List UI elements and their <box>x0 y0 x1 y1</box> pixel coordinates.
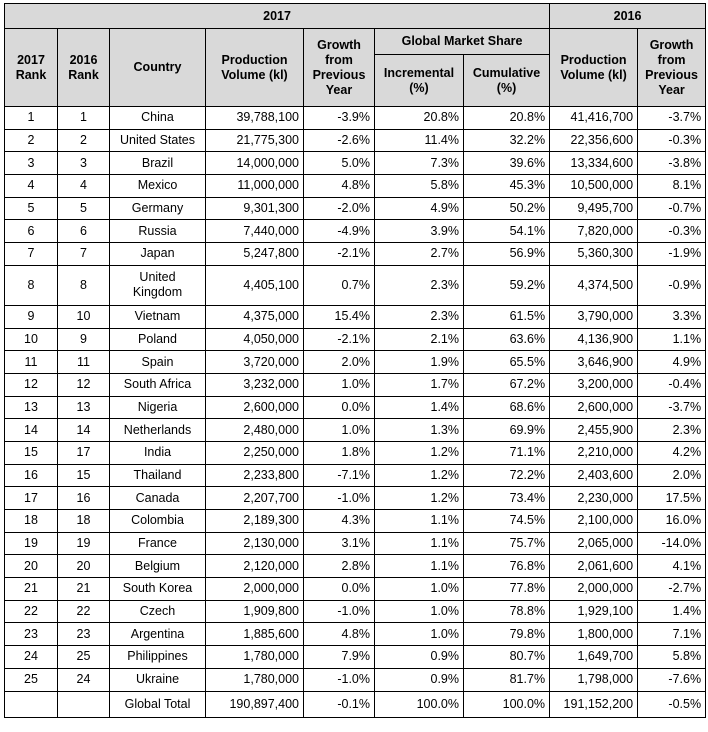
cell-production-2016: 22,356,600 <box>550 129 638 152</box>
cell-cumulative: 75.7% <box>464 532 550 555</box>
cell-cumulative: 78.8% <box>464 600 550 623</box>
cell-production-2017: 1,885,600 <box>206 623 304 646</box>
cell-incremental: 1.1% <box>375 510 464 533</box>
cell-incremental: 1.1% <box>375 555 464 578</box>
cell-country: Thailand <box>110 464 206 487</box>
cell-production-2017: 1,780,000 <box>206 646 304 669</box>
table-row <box>5 175 706 198</box>
total-label: Global Total <box>110 691 206 717</box>
table-row <box>5 441 706 464</box>
cell-growth-2017: -2.6% <box>304 129 375 152</box>
cell-country: Germany <box>110 197 206 220</box>
cell-rank-2017: 9 <box>5 305 58 328</box>
cell-growth-2017: -1.0% <box>304 668 375 691</box>
cell-growth-2017: 0.7% <box>304 265 375 305</box>
cell-growth-2017: -7.1% <box>304 464 375 487</box>
cell-production-2017: 4,050,000 <box>206 328 304 351</box>
cell-cumulative: 73.4% <box>464 487 550 510</box>
cell-rank-2017: 10 <box>5 328 58 351</box>
cell-growth-2017: 0.0% <box>304 578 375 601</box>
cell-rank-2016: 4 <box>58 175 110 198</box>
cell-growth-2016: -0.3% <box>638 129 706 152</box>
cell-cumulative: 54.1% <box>464 220 550 243</box>
cell-rank-2017: 12 <box>5 373 58 396</box>
header-incremental: Incremental (%) <box>375 55 464 107</box>
cell-cumulative: 80.7% <box>464 646 550 669</box>
table-row <box>5 600 706 623</box>
cell-production-2016: 9,495,700 <box>550 197 638 220</box>
cell-rank-2016: 25 <box>58 646 110 669</box>
cell-production-2017: 4,375,000 <box>206 305 304 328</box>
cell-country: Vietnam <box>110 305 206 328</box>
cell-production-2017: 2,120,000 <box>206 555 304 578</box>
cell-production-2016: 41,416,700 <box>550 107 638 130</box>
table-body <box>5 107 706 692</box>
cell-country: Mexico <box>110 175 206 198</box>
cell-rank-2016: 7 <box>58 243 110 266</box>
header-production-2016: Production Volume (kl) <box>550 29 638 107</box>
cell-cumulative: 71.1% <box>464 441 550 464</box>
cell-production-2017: 4,405,100 <box>206 265 304 305</box>
cell-incremental: 1.0% <box>375 623 464 646</box>
cell-growth-2017: -2.1% <box>304 243 375 266</box>
cell-rank-2017: 5 <box>5 197 58 220</box>
cell-rank-2017: 15 <box>5 441 58 464</box>
cell-rank-2016: 1 <box>58 107 110 130</box>
table-row <box>5 152 706 175</box>
cell-country: South Korea <box>110 578 206 601</box>
cell-production-2016: 2,455,900 <box>550 419 638 442</box>
cell-incremental: 0.9% <box>375 668 464 691</box>
cell-country: Ukraine <box>110 668 206 691</box>
cell-rank-2017: 24 <box>5 646 58 669</box>
cell-production-2017: 21,775,300 <box>206 129 304 152</box>
cell-growth-2017: 1.8% <box>304 441 375 464</box>
cell-incremental: 3.9% <box>375 220 464 243</box>
cell-growth-2016: -7.6% <box>638 668 706 691</box>
cell-rank-2016: 18 <box>58 510 110 533</box>
cell-rank-2016: 23 <box>58 623 110 646</box>
cell-rank-2016: 11 <box>58 351 110 374</box>
cell-rank-2017: 20 <box>5 555 58 578</box>
cell-incremental: 0.9% <box>375 646 464 669</box>
cell-incremental: 1.9% <box>375 351 464 374</box>
cell-growth-2016: 17.5% <box>638 487 706 510</box>
cell-incremental: 11.4% <box>375 129 464 152</box>
cell-country: France <box>110 532 206 555</box>
cell-growth-2017: 4.8% <box>304 623 375 646</box>
cell-production-2017: 2,130,000 <box>206 532 304 555</box>
header-growth-2016: Growth from Previous Year <box>638 29 706 107</box>
cell-production-2016: 2,100,000 <box>550 510 638 533</box>
cell-growth-2016: -0.9% <box>638 265 706 305</box>
total-production-2017: 190,897,400 <box>206 691 304 717</box>
cell-rank-2016: 10 <box>58 305 110 328</box>
cell-production-2017: 2,480,000 <box>206 419 304 442</box>
cell-rank-2016: 22 <box>58 600 110 623</box>
cell-country: Colombia <box>110 510 206 533</box>
table-row <box>5 265 706 305</box>
cell-production-2017: 14,000,000 <box>206 152 304 175</box>
header-rank-2017: 2017 Rank <box>5 29 58 107</box>
cell-growth-2017: -1.0% <box>304 600 375 623</box>
table-row <box>5 668 706 691</box>
cell-growth-2016: -1.9% <box>638 243 706 266</box>
table-row <box>5 373 706 396</box>
cell-growth-2016: -0.7% <box>638 197 706 220</box>
cell-growth-2016: 16.0% <box>638 510 706 533</box>
cell-growth-2016: -2.7% <box>638 578 706 601</box>
cell-growth-2017: 15.4% <box>304 305 375 328</box>
cell-country: Poland <box>110 328 206 351</box>
cell-country: United Kingdom <box>110 265 206 305</box>
cell-cumulative: 81.7% <box>464 668 550 691</box>
cell-growth-2016: 5.8% <box>638 646 706 669</box>
cell-growth-2017: 2.8% <box>304 555 375 578</box>
total-row <box>5 691 706 717</box>
table-row <box>5 532 706 555</box>
cell-production-2016: 1,798,000 <box>550 668 638 691</box>
table-row <box>5 243 706 266</box>
total-incremental: 100.0% <box>375 691 464 717</box>
cell-rank-2016: 9 <box>58 328 110 351</box>
cell-growth-2016: -3.8% <box>638 152 706 175</box>
cell-rank-2016: 17 <box>58 441 110 464</box>
cell-growth-2017: 3.1% <box>304 532 375 555</box>
cell-rank-2017: 3 <box>5 152 58 175</box>
cell-rank-2017: 13 <box>5 396 58 419</box>
beer-production-table <box>4 3 706 718</box>
cell-rank-2017: 4 <box>5 175 58 198</box>
cell-incremental: 5.8% <box>375 175 464 198</box>
cell-production-2017: 7,440,000 <box>206 220 304 243</box>
cell-incremental: 1.0% <box>375 600 464 623</box>
cell-cumulative: 76.8% <box>464 555 550 578</box>
cell-growth-2016: 1.1% <box>638 328 706 351</box>
cell-growth-2016: 8.1% <box>638 175 706 198</box>
cell-production-2016: 2,000,000 <box>550 578 638 601</box>
header-country: Country <box>110 29 206 107</box>
header-rank-2016: 2016 Rank <box>58 29 110 107</box>
cell-cumulative: 50.2% <box>464 197 550 220</box>
cell-cumulative: 20.8% <box>464 107 550 130</box>
table-row <box>5 328 706 351</box>
cell-growth-2016: 1.4% <box>638 600 706 623</box>
cell-growth-2016: -14.0% <box>638 532 706 555</box>
cell-country: Canada <box>110 487 206 510</box>
cell-rank-2016: 3 <box>58 152 110 175</box>
table-row <box>5 510 706 533</box>
cell-rank-2016: 14 <box>58 419 110 442</box>
cell-production-2016: 7,820,000 <box>550 220 638 243</box>
cell-rank-2017: 7 <box>5 243 58 266</box>
cell-growth-2017: -3.9% <box>304 107 375 130</box>
cell-production-2016: 3,200,000 <box>550 373 638 396</box>
cell-incremental: 1.2% <box>375 441 464 464</box>
cell-rank-2017: 14 <box>5 419 58 442</box>
cell-production-2016: 2,230,000 <box>550 487 638 510</box>
cell-production-2017: 1,909,800 <box>206 600 304 623</box>
cell-cumulative: 67.2% <box>464 373 550 396</box>
cell-production-2017: 2,233,800 <box>206 464 304 487</box>
cell-production-2016: 4,374,500 <box>550 265 638 305</box>
cell-rank-2017: 23 <box>5 623 58 646</box>
cell-cumulative: 69.9% <box>464 419 550 442</box>
cell-rank-2017: 18 <box>5 510 58 533</box>
table-row <box>5 396 706 419</box>
cell-growth-2017: 7.9% <box>304 646 375 669</box>
cell-production-2017: 9,301,300 <box>206 197 304 220</box>
total-growth-2017: -0.1% <box>304 691 375 717</box>
cell-growth-2016: 2.3% <box>638 419 706 442</box>
header-global-market-share: Global Market Share <box>375 29 550 55</box>
cell-growth-2017: 2.0% <box>304 351 375 374</box>
cell-production-2017: 5,247,800 <box>206 243 304 266</box>
cell-rank-2017: 11 <box>5 351 58 374</box>
cell-cumulative: 56.9% <box>464 243 550 266</box>
cell-incremental: 1.1% <box>375 532 464 555</box>
header-row-years <box>5 4 706 29</box>
cell-growth-2016: 3.3% <box>638 305 706 328</box>
header-cumulative: Cumulative (%) <box>464 55 550 107</box>
cell-rank-2017: 6 <box>5 220 58 243</box>
cell-production-2016: 10,500,000 <box>550 175 638 198</box>
cell-country: India <box>110 441 206 464</box>
table-row <box>5 197 706 220</box>
cell-incremental: 2.3% <box>375 265 464 305</box>
cell-production-2016: 2,403,600 <box>550 464 638 487</box>
cell-growth-2016: 4.2% <box>638 441 706 464</box>
total-rank-2016-empty <box>58 691 110 717</box>
cell-production-2017: 2,250,000 <box>206 441 304 464</box>
cell-rank-2016: 13 <box>58 396 110 419</box>
table-row <box>5 464 706 487</box>
cell-growth-2017: 4.8% <box>304 175 375 198</box>
table-row <box>5 555 706 578</box>
cell-cumulative: 77.8% <box>464 578 550 601</box>
cell-incremental: 20.8% <box>375 107 464 130</box>
cell-growth-2016: -0.3% <box>638 220 706 243</box>
cell-growth-2017: -2.0% <box>304 197 375 220</box>
cell-growth-2016: -3.7% <box>638 396 706 419</box>
cell-production-2016: 2,065,000 <box>550 532 638 555</box>
table-row <box>5 220 706 243</box>
cell-growth-2016: 4.1% <box>638 555 706 578</box>
cell-growth-2016: -0.4% <box>638 373 706 396</box>
cell-growth-2016: 4.9% <box>638 351 706 374</box>
header-growth-2017: Growth from Previous Year <box>304 29 375 107</box>
total-growth-2016: -0.5% <box>638 691 706 717</box>
cell-incremental: 2.7% <box>375 243 464 266</box>
header-year-2016: 2016 <box>550 4 706 29</box>
cell-growth-2017: -4.9% <box>304 220 375 243</box>
cell-rank-2017: 21 <box>5 578 58 601</box>
cell-cumulative: 32.2% <box>464 129 550 152</box>
cell-production-2016: 5,360,300 <box>550 243 638 266</box>
cell-growth-2017: 5.0% <box>304 152 375 175</box>
header-row-columns <box>5 29 706 55</box>
cell-cumulative: 45.3% <box>464 175 550 198</box>
cell-growth-2016: -3.7% <box>638 107 706 130</box>
table-row <box>5 305 706 328</box>
cell-incremental: 1.2% <box>375 487 464 510</box>
table-row <box>5 646 706 669</box>
cell-growth-2017: -2.1% <box>304 328 375 351</box>
cell-incremental: 1.3% <box>375 419 464 442</box>
cell-incremental: 4.9% <box>375 197 464 220</box>
total-rank-2017-empty <box>5 691 58 717</box>
cell-incremental: 7.3% <box>375 152 464 175</box>
cell-production-2017: 2,600,000 <box>206 396 304 419</box>
cell-incremental: 1.0% <box>375 578 464 601</box>
table-row <box>5 578 706 601</box>
cell-production-2016: 1,929,100 <box>550 600 638 623</box>
cell-cumulative: 68.6% <box>464 396 550 419</box>
cell-rank-2016: 8 <box>58 265 110 305</box>
cell-production-2016: 2,061,600 <box>550 555 638 578</box>
cell-growth-2017: 0.0% <box>304 396 375 419</box>
cell-production-2017: 1,780,000 <box>206 668 304 691</box>
cell-cumulative: 39.6% <box>464 152 550 175</box>
cell-production-2017: 3,720,000 <box>206 351 304 374</box>
cell-rank-2017: 1 <box>5 107 58 130</box>
cell-incremental: 1.4% <box>375 396 464 419</box>
cell-rank-2017: 8 <box>5 265 58 305</box>
cell-country: Czech <box>110 600 206 623</box>
cell-cumulative: 72.2% <box>464 464 550 487</box>
cell-rank-2017: 16 <box>5 464 58 487</box>
cell-country: South Africa <box>110 373 206 396</box>
cell-growth-2016: 7.1% <box>638 623 706 646</box>
cell-production-2016: 1,649,700 <box>550 646 638 669</box>
cell-rank-2017: 17 <box>5 487 58 510</box>
cell-rank-2017: 25 <box>5 668 58 691</box>
cell-country: Philippines <box>110 646 206 669</box>
cell-production-2016: 1,800,000 <box>550 623 638 646</box>
table-row <box>5 351 706 374</box>
cell-country: China <box>110 107 206 130</box>
cell-country: Brazil <box>110 152 206 175</box>
cell-rank-2016: 16 <box>58 487 110 510</box>
cell-rank-2016: 6 <box>58 220 110 243</box>
header-year-2017: 2017 <box>5 4 550 29</box>
cell-production-2017: 39,788,100 <box>206 107 304 130</box>
cell-cumulative: 65.5% <box>464 351 550 374</box>
cell-rank-2017: 19 <box>5 532 58 555</box>
cell-rank-2016: 19 <box>58 532 110 555</box>
total-cumulative: 100.0% <box>464 691 550 717</box>
cell-country: Japan <box>110 243 206 266</box>
cell-rank-2016: 15 <box>58 464 110 487</box>
cell-production-2016: 13,334,600 <box>550 152 638 175</box>
cell-incremental: 1.2% <box>375 464 464 487</box>
cell-production-2017: 2,207,700 <box>206 487 304 510</box>
cell-country: Russia <box>110 220 206 243</box>
table-row <box>5 129 706 152</box>
cell-incremental: 2.3% <box>375 305 464 328</box>
cell-country: Belgium <box>110 555 206 578</box>
cell-growth-2017: 4.3% <box>304 510 375 533</box>
cell-rank-2017: 22 <box>5 600 58 623</box>
cell-country: Argentina <box>110 623 206 646</box>
cell-country: Nigeria <box>110 396 206 419</box>
header-production-2017: Production Volume (kl) <box>206 29 304 107</box>
table-row <box>5 107 706 130</box>
cell-cumulative: 79.8% <box>464 623 550 646</box>
cell-production-2017: 11,000,000 <box>206 175 304 198</box>
cell-production-2016: 2,210,000 <box>550 441 638 464</box>
cell-cumulative: 63.6% <box>464 328 550 351</box>
cell-rank-2016: 24 <box>58 668 110 691</box>
cell-rank-2017: 2 <box>5 129 58 152</box>
cell-incremental: 1.7% <box>375 373 464 396</box>
table-row <box>5 419 706 442</box>
cell-growth-2017: 1.0% <box>304 419 375 442</box>
cell-incremental: 2.1% <box>375 328 464 351</box>
cell-rank-2016: 12 <box>58 373 110 396</box>
cell-growth-2016: 2.0% <box>638 464 706 487</box>
cell-production-2017: 3,232,000 <box>206 373 304 396</box>
cell-production-2016: 3,790,000 <box>550 305 638 328</box>
cell-production-2016: 4,136,900 <box>550 328 638 351</box>
cell-production-2017: 2,000,000 <box>206 578 304 601</box>
cell-rank-2016: 20 <box>58 555 110 578</box>
table-row <box>5 487 706 510</box>
cell-rank-2016: 21 <box>58 578 110 601</box>
cell-production-2016: 3,646,900 <box>550 351 638 374</box>
table-row <box>5 623 706 646</box>
cell-country: Netherlands <box>110 419 206 442</box>
cell-country: United States <box>110 129 206 152</box>
cell-rank-2016: 5 <box>58 197 110 220</box>
cell-growth-2017: -1.0% <box>304 487 375 510</box>
cell-rank-2016: 2 <box>58 129 110 152</box>
cell-production-2017: 2,189,300 <box>206 510 304 533</box>
cell-growth-2017: 1.0% <box>304 373 375 396</box>
cell-cumulative: 74.5% <box>464 510 550 533</box>
cell-cumulative: 59.2% <box>464 265 550 305</box>
cell-country: Spain <box>110 351 206 374</box>
cell-production-2016: 2,600,000 <box>550 396 638 419</box>
cell-cumulative: 61.5% <box>464 305 550 328</box>
total-production-2016: 191,152,200 <box>550 691 638 717</box>
